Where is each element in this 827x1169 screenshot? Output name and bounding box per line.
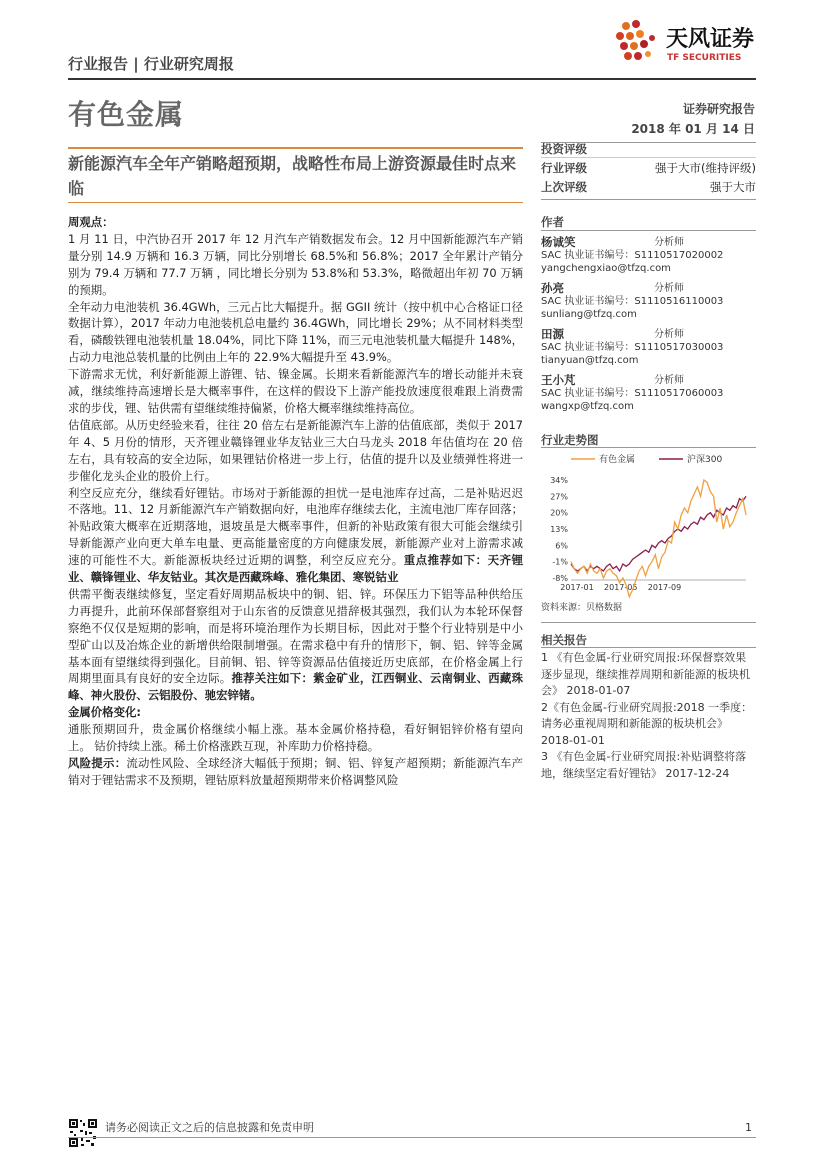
risk-text: 流动性风险、全球经济大幅低于预期；铜、铝、锌复产超预期；新能源汽车产销对于锂钴需求不及预期，锂钴原料放量超预期带来价格调整风险 (68, 756, 523, 787)
recommendation: 重点推荐如下：天齐锂业、赣锋锂业、华友钴业。其次是西藏珠峰、雅化集团、寒锐钴业 (68, 553, 523, 585)
rating-value: 强于大市(维持评级) (655, 161, 756, 175)
y-tick-label: 13% (550, 525, 568, 534)
y-tick-label: -8% (552, 574, 568, 583)
paragraph: 估值底部。从历史经验来看，往往 20 倍左右是新能源汽车上游的估值底部，类似于 2017 年 4、5 月份的情形，天齐锂业赣锋锂业华友钴业三大白马龙头 2018 年估值均在 20 倍左右，具有较高的安全边际，如果锂钴价格进一步上行，估值的提升以及业绩弹性将进一步催化龙头企业的股价上行。 (68, 417, 523, 483)
author-role: 分析师 (654, 329, 684, 340)
x-tick-label: 2017-01 (560, 583, 594, 592)
logo-mark (612, 18, 662, 68)
related-item[interactable]: 2《有色金属-行业研究周报:2018 一季度：请务必重视周期和新能源的板块机会》 2018-01-01 (541, 700, 753, 747)
author-cert: SAC 执业证书编号：S1110516110003 (541, 296, 724, 307)
related-item[interactable]: 1 《有色金属-行业研究周报:环保督察效果逐步显现，继续推荐周期和新能源的板块机会》 2018-01-07 (541, 651, 750, 697)
rating-row-previous (541, 178, 756, 197)
chart-source: 资料来源：贝格数据 (541, 603, 623, 613)
y-tick-label: 34% (550, 476, 568, 485)
y-tick-label: 20% (550, 508, 568, 518)
x-tick-label: 2017-05 (604, 583, 638, 592)
title-divider-top (68, 147, 523, 149)
report-body (68, 214, 523, 789)
trend-chart (541, 450, 756, 600)
report-type: 证券研究报告 (682, 102, 755, 116)
page-number: 1 (745, 1121, 752, 1134)
paragraph: 下游需求无忧，利好新能源上游锂、钴、镍金属。长期来看新能源汽车的增长动能并未衰减，继续维持高速增长是大概率事件，在这样的假设下上游产能投放速度很难跟上消费需求的步伐，锂、钴供需有望继续维持偏紧，价格大概率继续维持高位。 (68, 367, 523, 415)
report-date: 2018 年 01 月 14 日 (631, 122, 755, 136)
author-role: 分析师 (654, 237, 684, 248)
title-divider-bottom (68, 202, 523, 203)
y-tick-label: -1% (552, 557, 568, 567)
metal-price-label: 金属价格变化: (68, 705, 141, 720)
y-tick-label: 6% (555, 541, 568, 551)
industry-name: 有色金属 (68, 98, 185, 131)
related-list (541, 650, 756, 782)
author-name: 田源 (541, 327, 564, 341)
related-item[interactable]: 3 《有色金属-行业研究周报:补贴调整将落地，继续坚定看好锂钴》 2017-12-24 (541, 750, 747, 780)
legend-label: 沪深300 (687, 455, 723, 465)
logo-subtext: TF SECURITIES (667, 53, 742, 63)
author-name: 孙亮 (541, 281, 564, 295)
author-entry (541, 374, 756, 420)
qr-code (68, 1118, 98, 1148)
trend-divider (541, 447, 756, 448)
related-divider-top (541, 622, 756, 623)
related-head: 相关报告 (541, 633, 587, 647)
author-email[interactable]: yangchengxiao@tfzq.com (541, 263, 671, 274)
weekly-view-label: 周观点： (68, 215, 114, 229)
paragraph (68, 755, 523, 789)
header-divider (68, 78, 756, 80)
report-category: 行业报告 | 行业研究周报 (68, 55, 234, 73)
series-line-nonferrous (571, 480, 746, 597)
author-cert: SAC 执业证书编号：S1110517030003 (541, 342, 724, 353)
author-email[interactable]: tianyuan@tfzq.com (541, 355, 639, 366)
rating-row-current (541, 159, 756, 178)
related-divider (541, 647, 756, 648)
report-title: 新能源汽车全年产销略超预期，战略性布局上游资源最佳时点来临 (68, 154, 517, 198)
footer-disclaimer: 请务必阅读正文之后的信息披露和免责申明 (105, 1121, 314, 1134)
author-role: 分析师 (654, 283, 684, 294)
rating-label: 上次评级 (541, 180, 587, 194)
logo-text: 天风证券 (666, 27, 755, 52)
authors-head: 作者 (541, 215, 564, 229)
rating-label: 行业评级 (541, 161, 587, 175)
rating-divider-3 (541, 199, 756, 200)
author-entry (541, 236, 756, 282)
risk-label: 风险提示： (68, 756, 127, 770)
recommendation: 推荐关注如下：紫金矿业，江西铜业、云南铜业、西藏珠峰、神火股份、云铝股份、驰宏锌锗。 (68, 671, 523, 703)
author-name: 杨诚笑 (541, 235, 576, 249)
authors-divider (541, 230, 756, 231)
paragraph-text: 供需平衡表继续修复，坚定看好周期品板块中的铜、铝、锌。环保压力下铝等品种供给压力再提升，此前环保部督察组对于山东省的反馈意见措辞极其强烈，我们认为本轮环保督察绝不仅仅是短期的影响，而是将环境治理作为长期目标，因此对于整个行业特别是中小型矿山以及冶炼企业的新增供给限制增强。在需求稳中有升的情形下，铜、铝、锌等金属基本面有望继续得到强化。目前铜、铝、锌等资源品估值接近历史底部，在价格金属上行周期里面具有良好的安全边际。 (68, 586, 523, 686)
rating-head: 投资评级 (541, 142, 587, 156)
author-email[interactable]: wangxp@tfzq.com (541, 401, 634, 412)
paragraph: 通胀预期回升，贵金属价格继续小幅上涨。基本金属价格持稳，看好铜铝锌价格有望向上。 钴价持续上涨。稀土价格涨跌互现，补库助力价格持稳。 (68, 722, 523, 754)
x-tick-label: 2017-09 (647, 583, 682, 592)
author-entry (541, 328, 756, 374)
series-line-hs300 (571, 496, 746, 571)
author-name: 王小芃 (541, 373, 576, 387)
author-entry (541, 282, 756, 328)
paragraph (68, 586, 523, 704)
author-role: 分析师 (654, 375, 684, 386)
qr-code-icon (68, 1118, 98, 1148)
paragraph: 全年动力电池装机 36.4GWh，三元占比大幅提升。据 GGII 统计（按中机中心合格证口径数据计算），2017 年动力电池装机总电量约 36.4GWh，同比增长 29%；从不同材料类型看，磷酸铁锂电池装机量 18.04%，同比下降 11%，而三元电池装机量大幅提升 148%，占动力电池总装机量的比例由上年的 22.9%大幅提升至 43.9%。 (68, 299, 523, 365)
author-cert: SAC 执业证书编号：S1110517020002 (541, 250, 724, 261)
rating-divider-2 (541, 157, 756, 158)
paragraph-text: 利空反应充分，继续看好锂钴。市场对于新能源的担忧一是电池库存过高，二是补贴迟迟不落地。11、12 月新能源汽车产销数据向好，电池库存继续去化，主流电池厂库存回落；补贴政策大概率在近期落地，退坡虽是大概率事件，但新的补贴政策有很大可能会继续引导新能源产业向更大单车电量、更高能量密度的方向健康发展，新能源产业对上游需求减速的可能性不大。新能源板块经过近期的调整，利空反应充分。 (68, 485, 523, 568)
rating-table (541, 159, 756, 197)
y-tick-label: 27% (550, 492, 568, 502)
trend-head: 行业走势图 (541, 433, 599, 447)
author-cert: SAC 执业证书编号：S1110517060003 (541, 388, 724, 399)
tf-logo-icon (612, 18, 662, 68)
footer-divider (68, 1137, 756, 1138)
author-email[interactable]: sunliang@tfzq.com (541, 309, 637, 320)
authors-list (541, 236, 756, 420)
trend-chart-svg (541, 450, 756, 600)
legend-label: 有色金属 (599, 455, 636, 465)
paragraph (68, 485, 523, 586)
rating-value: 强于大市 (710, 180, 756, 194)
paragraph: 1 月 11 日，中汽协召开 2017 年 12 月汽车产销数据发布会。12 月中国新能源汽车产销量分别 14.9 万辆和 16.3 万辆，同比分别增长 68.5%和 56.8%；2017 全年累计产销分别为 79.4 万辆和 77.7 万辆 ，同比增长分别为 53.8%和 53.3%，略微超出年初 70 万辆的预期。 (68, 231, 523, 297)
